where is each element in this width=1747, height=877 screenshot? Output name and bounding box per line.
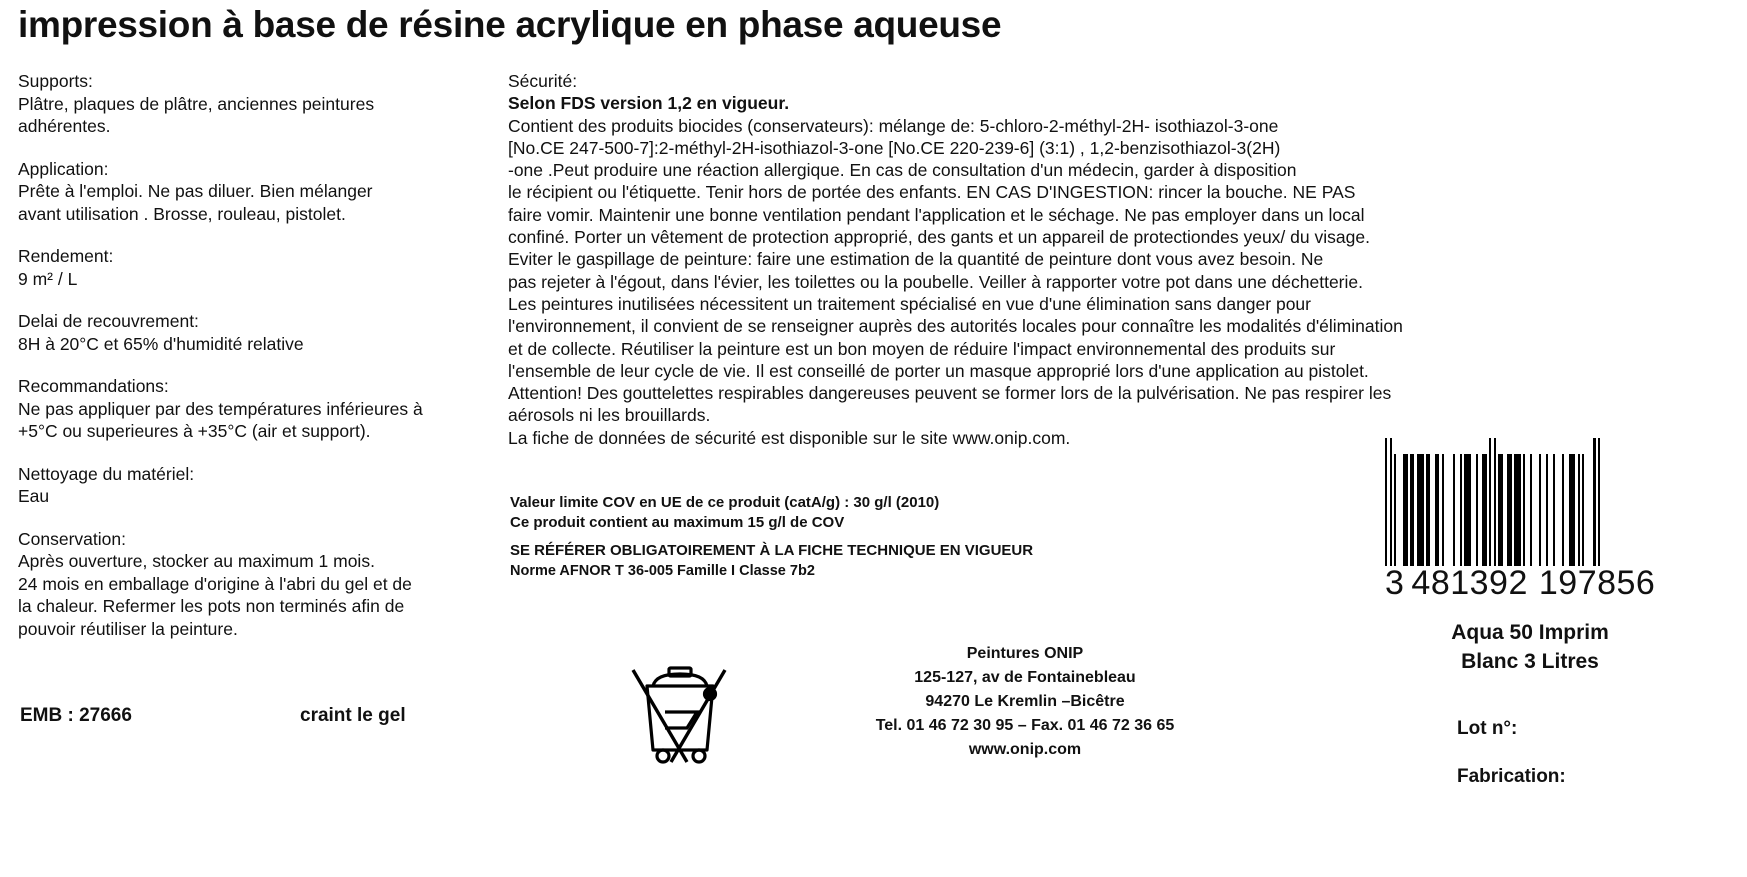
security-line: le récipient ou l'étiquette. Tenir hors de portée des enfants. EN CAS D'INGESTION: rincer la bouche. NE PAS bbox=[508, 182, 1356, 203]
voc-content-line: Ce produit contient au maximum 15 g/l de COV bbox=[510, 514, 845, 531]
block-heading: Conservation: bbox=[18, 528, 126, 549]
crossed-out-wheelie-bin-icon bbox=[625, 650, 735, 765]
barcode-digit-left: 3 bbox=[1385, 564, 1405, 602]
block-line: Eau bbox=[18, 486, 50, 506]
block-line: 8H à 20°C et 65% d'humidité relative bbox=[18, 333, 304, 354]
security-section bbox=[508, 70, 1528, 449]
security-line: l'environnement, il convient de se renseigner auprès des autorités locales pour connaître les modalités d'élimination bbox=[508, 316, 1403, 337]
barcode-bars bbox=[1385, 438, 1695, 566]
info-block-recommandations bbox=[18, 375, 508, 443]
security-heading: Sécurité: bbox=[508, 71, 578, 91]
block-line: adhérentes. bbox=[18, 116, 111, 136]
block-heading: Recommandations: bbox=[18, 376, 169, 396]
info-block-delai-recouvrement bbox=[18, 310, 508, 355]
security-line: La fiche de données de sécurité est disponible sur le site www.onip.com. bbox=[508, 427, 1071, 448]
info-block-conservation bbox=[18, 528, 508, 641]
block-line: Plâtre, plaques de plâtre, anciennes peintures bbox=[18, 93, 375, 114]
barcode-digits bbox=[1385, 564, 1695, 603]
page-title: impression à base de résine acrylique en phase aqueuse bbox=[18, 4, 1002, 45]
info-block-application bbox=[18, 158, 508, 226]
block-line: avant utilisation . Brosse, rouleau, pistolet. bbox=[18, 203, 346, 224]
block-line: Après ouverture, stocker au maximum 1 mois. bbox=[18, 551, 375, 571]
block-line: +5°C ou superieures à +35°C (air et support). bbox=[18, 421, 371, 441]
security-subheading: Selon FDS version 1,2 en vigueur. bbox=[508, 93, 790, 114]
manufacturer-address bbox=[810, 642, 1240, 762]
manufacturer-name: Peintures ONIP bbox=[966, 645, 1084, 662]
voc-limit-line: Valeur limite COV en UE de ce produit (catA/g) : 30 g/l (2010) bbox=[510, 494, 940, 511]
block-line: Prête à l'emploi. Ne pas diluer. Bien mélanger bbox=[18, 181, 373, 201]
manufacturer-website: www.onip.com bbox=[968, 741, 1082, 758]
security-line: -one .Peut produire une réaction allergique. En cas de consultation d'un médecin, garder à disposition bbox=[508, 160, 1297, 181]
lot-fabrication-block bbox=[1457, 705, 1566, 801]
block-line: 9 m² / L bbox=[18, 268, 78, 289]
block-heading: Delai de recouvrement: bbox=[18, 311, 199, 331]
security-line: et de collecte. Réutiliser la peinture est un bon moyen de réduire l'impact environnemental des produits sur bbox=[508, 338, 1336, 359]
product-name-block bbox=[1385, 618, 1675, 676]
packaging-footer bbox=[20, 705, 500, 727]
security-line: aérosols ni les brouillards. bbox=[508, 405, 711, 426]
security-line: Les peintures inutilisées nécessitent un traitement spécialisé en vue d'une élimination sans danger pour bbox=[508, 293, 1311, 314]
barcode bbox=[1385, 438, 1695, 603]
product-variant: Blanc 3 Litres bbox=[1461, 650, 1599, 673]
block-line: 24 mois en emballage d'origine à l'abri du gel et de bbox=[18, 573, 412, 594]
product-name: Aqua 50 Imprim bbox=[1451, 621, 1609, 644]
technical-info-column bbox=[18, 70, 508, 640]
security-line: Contient des produits biocides (conservateurs): mélange de: 5-chloro-2-méthyl-2H- isothiazol-3-one bbox=[508, 115, 1279, 136]
afnor-norm-line: Norme AFNOR T 36-005 Famille I Classe 7b2 bbox=[510, 563, 815, 579]
info-block-nettoyage bbox=[18, 463, 508, 508]
security-line: Attention! Des gouttelettes respirables dangereuses peuvent se former lors de la pulvérisation. Ne pas respirer les bbox=[508, 383, 1392, 404]
norm-reference bbox=[510, 541, 1033, 581]
security-line: [No.CE 247-500-7]:2-méthyl-2H-isothiazol-3-one [No.CE 220-239-6] (3:1) , 1,2-benzisothiazol-3(2H) bbox=[508, 137, 1281, 158]
emb-code: EMB : 27666 bbox=[20, 705, 132, 726]
block-line: la chaleur. Refermer les pots non terminés afin de bbox=[18, 596, 405, 616]
barcode-digits-group2: 197856 bbox=[1538, 564, 1656, 602]
security-line: confiné. Porter un vêtement de protection approprié, des gants et un appareil de protectiondes yeux/ du visage. bbox=[508, 227, 1370, 248]
manufacturer-city: 94270 Le Kremlin –Bicêtre bbox=[925, 693, 1125, 710]
manufacturer-phone: Tel. 01 46 72 30 95 – Fax. 01 46 72 36 65 bbox=[875, 717, 1175, 734]
info-block-supports bbox=[18, 70, 508, 138]
security-line: pas rejeter à l'égout, dans l'évier, les toilettes ou la poubelle. Veiller à rapporter votre pot dans une déchetterie. bbox=[508, 271, 1363, 292]
fabrication-date-label: Fabrication: bbox=[1457, 766, 1566, 787]
security-line: faire vomir. Maintenir une bonne ventilation pendant l'application et le séchage. Ne pas employer dans un local bbox=[508, 204, 1365, 225]
security-line: l'ensemble de leur cycle de vie. Il est conseillé de porter un masque approprié lors d'une application au pistolet. bbox=[508, 360, 1369, 381]
security-line: Eviter le gaspillage de peinture: faire une estimation de la quantité de peinture dont vous avez besoin. Ne bbox=[508, 249, 1324, 270]
block-heading: Application: bbox=[18, 158, 109, 179]
barcode-digits-group1: 481392 bbox=[1411, 564, 1528, 602]
frost-warning: craint le gel bbox=[300, 705, 406, 726]
block-heading: Supports: bbox=[18, 71, 93, 91]
info-block-rendement bbox=[18, 245, 508, 290]
manufacturer-street: 125-127, av de Fontainebleau bbox=[914, 669, 1136, 686]
lot-number-label: Lot n°: bbox=[1457, 718, 1518, 739]
block-line: Ne pas appliquer par des températures inférieures à bbox=[18, 398, 423, 419]
block-heading: Rendement: bbox=[18, 246, 114, 266]
block-heading: Nettoyage du matériel: bbox=[18, 463, 195, 484]
block-line: pouvoir réutiliser la peinture. bbox=[18, 618, 238, 639]
technical-sheet-notice: SE RÉFÉRER OBLIGATOIREMENT À LA FICHE TECHNIQUE EN VIGUEUR bbox=[510, 542, 1034, 559]
voc-declaration bbox=[510, 493, 939, 533]
